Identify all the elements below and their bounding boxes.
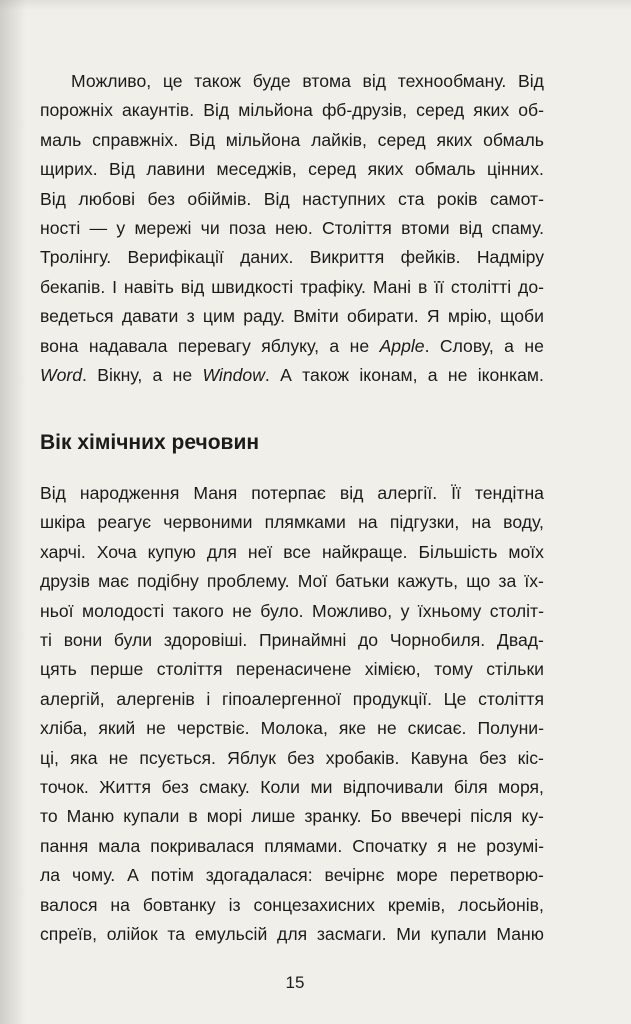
word: проблему. xyxy=(206,571,290,592)
word: воду, xyxy=(503,512,544,533)
text-line xyxy=(40,508,544,537)
word: смаку. xyxy=(199,777,250,798)
word: Спочатку xyxy=(352,835,428,856)
text-line xyxy=(40,96,544,125)
word: серед xyxy=(416,100,465,121)
word: моїх xyxy=(508,541,544,562)
word: століття xyxy=(478,688,544,709)
word: черствіє. xyxy=(176,718,250,739)
word: емульсій xyxy=(194,924,268,945)
word: не xyxy=(447,365,468,386)
word: купали xyxy=(123,806,180,827)
word: Бо xyxy=(370,806,392,827)
word: покривалася xyxy=(150,835,255,856)
word: щирих. xyxy=(40,159,98,180)
text-line xyxy=(40,479,544,508)
word: столітті xyxy=(450,276,512,297)
word: Від xyxy=(203,100,230,121)
word: її xyxy=(434,276,444,297)
paragraph-1 xyxy=(40,67,544,390)
word: алергії. xyxy=(377,483,438,503)
word: ності xyxy=(40,218,81,239)
word: червоними xyxy=(163,512,253,533)
word: ввечері xyxy=(400,806,462,827)
text-line xyxy=(40,273,544,302)
text-line xyxy=(40,597,544,626)
word: моря, xyxy=(498,777,544,798)
word: на xyxy=(358,512,378,533)
section-heading: Вік хімічних речовин xyxy=(40,431,260,454)
word: ведеться xyxy=(40,306,114,327)
word: Хоча xyxy=(96,541,137,562)
word: втома xyxy=(302,71,351,91)
word: Мої xyxy=(297,571,328,592)
word: ста xyxy=(397,188,425,209)
word: на xyxy=(471,512,491,533)
paragraph-2 xyxy=(40,479,544,950)
word: купали xyxy=(430,924,487,945)
word: раду. xyxy=(243,306,285,327)
word: Window. xyxy=(202,365,270,386)
page-top-shadow xyxy=(0,0,631,10)
word: Можливо, xyxy=(311,600,393,621)
word: і xyxy=(206,688,211,709)
word: Життя xyxy=(99,777,151,798)
word: не xyxy=(456,835,477,856)
word: здоровіші. xyxy=(163,630,248,651)
word: не xyxy=(146,718,166,739)
word: біля xyxy=(453,777,488,798)
word: від xyxy=(362,71,387,91)
text-line xyxy=(40,185,544,214)
word: в xyxy=(188,806,198,827)
word: перше xyxy=(90,659,144,680)
word: Від xyxy=(517,71,544,91)
word: який xyxy=(98,718,136,739)
word: підгузки, xyxy=(389,512,460,533)
word: засмаги. xyxy=(316,924,387,945)
word: алергій, xyxy=(40,688,105,709)
word: найкраще. xyxy=(321,541,408,562)
word: від xyxy=(339,483,364,503)
word: з xyxy=(186,306,195,327)
text-line xyxy=(40,332,544,361)
word: Від xyxy=(109,159,135,180)
word: морі xyxy=(206,806,243,827)
word: Маню xyxy=(66,806,115,827)
word: Верифікації xyxy=(127,247,224,268)
word: алергенів xyxy=(116,688,195,709)
text-line xyxy=(40,214,544,243)
word: їх- xyxy=(524,571,544,592)
word: порожніх xyxy=(40,100,113,121)
word: ми xyxy=(310,777,333,798)
word: Викриття xyxy=(309,247,385,268)
text-line xyxy=(40,685,544,714)
word: меседжів, xyxy=(216,159,297,180)
word: лайків, xyxy=(311,129,367,150)
word: наступних xyxy=(302,188,386,209)
word: цим xyxy=(202,306,235,327)
text-line xyxy=(40,773,544,802)
word: кажуть, xyxy=(397,571,459,592)
word: століття xyxy=(156,659,223,680)
word: швидкості xyxy=(211,276,294,297)
word: іконам, xyxy=(359,365,418,386)
word: даних. xyxy=(240,247,294,268)
word: Принаймні xyxy=(259,630,347,651)
word: стільки xyxy=(486,659,544,680)
word: ці, xyxy=(40,747,59,768)
word: у xyxy=(116,218,126,239)
word: Мані xyxy=(372,276,412,297)
word: все xyxy=(283,541,311,562)
word: перенасичене xyxy=(235,659,352,680)
word: ті xyxy=(40,630,52,651)
word: вона xyxy=(40,335,79,356)
text-line xyxy=(40,302,544,331)
word: відпочивали xyxy=(342,777,444,798)
text-line xyxy=(40,67,544,96)
word: Надміру xyxy=(476,247,544,268)
word: Більшість xyxy=(418,541,498,562)
word: мала xyxy=(98,835,141,856)
word: псується. xyxy=(139,747,216,768)
word: а xyxy=(504,335,514,356)
word: Можливо, xyxy=(71,71,152,91)
word: потерпає xyxy=(251,483,326,503)
word: Молока, xyxy=(260,718,328,739)
word: бовтанку xyxy=(142,894,216,915)
word: яблуку, xyxy=(261,335,319,356)
word: Ми xyxy=(396,924,421,945)
word: Двад- xyxy=(496,630,544,651)
word: яких xyxy=(436,129,473,150)
word: не xyxy=(232,600,252,621)
word: кремів, xyxy=(387,894,446,915)
text-line xyxy=(40,861,544,890)
word: А xyxy=(127,865,139,886)
word: обіймів. xyxy=(187,188,252,209)
word: лавини xyxy=(146,159,206,180)
word: нею. xyxy=(275,218,313,239)
word: кіс- xyxy=(517,747,544,768)
text-line xyxy=(40,126,544,155)
word: акаунтів. xyxy=(121,100,195,121)
word: не xyxy=(349,335,370,356)
text-line xyxy=(40,714,544,743)
text-line xyxy=(40,891,544,920)
text-line xyxy=(40,655,544,684)
word: Тролінгу. xyxy=(40,247,112,268)
word: поза xyxy=(228,218,266,239)
word: серед xyxy=(377,129,426,150)
word: а xyxy=(152,365,163,386)
word: мільйона xyxy=(238,100,313,121)
word: цінних. xyxy=(487,159,544,180)
text-line xyxy=(40,802,544,831)
word: скисає. xyxy=(407,718,467,739)
word: також xyxy=(194,71,242,91)
word: хробаків. xyxy=(325,747,400,768)
word: чому. xyxy=(72,865,116,886)
word: ла xyxy=(40,865,61,886)
word: перевагу xyxy=(177,335,251,356)
word: зранку. xyxy=(304,806,362,827)
word: не xyxy=(172,365,193,386)
word: подібну xyxy=(137,571,199,592)
word: Яблук xyxy=(227,747,276,768)
word: потім xyxy=(150,865,194,886)
word: в xyxy=(417,276,428,297)
word: мрію, xyxy=(447,306,492,327)
word: плямами. xyxy=(264,835,343,856)
word: після xyxy=(470,806,513,827)
text-line xyxy=(40,832,544,861)
word: мережі xyxy=(134,218,192,239)
word: справжніх. xyxy=(92,129,179,150)
word: Слову, xyxy=(439,335,494,356)
word: здогадалася: xyxy=(205,865,313,886)
word: яких xyxy=(367,159,404,180)
word: Від xyxy=(40,483,66,503)
word: були xyxy=(113,630,153,651)
word: навіть xyxy=(123,276,174,297)
word: без xyxy=(287,747,315,768)
word: їхньому xyxy=(417,600,482,621)
word: ку- xyxy=(521,806,544,827)
text-line xyxy=(40,361,544,390)
word: на xyxy=(110,894,130,915)
word: продукції. xyxy=(352,688,432,709)
word: Apple. xyxy=(379,335,430,356)
word: ньої xyxy=(40,600,74,621)
italic-term: Word xyxy=(40,365,83,386)
word: та xyxy=(167,924,186,945)
word: фейків. xyxy=(400,247,461,268)
word: Маню xyxy=(496,924,544,945)
word: об- xyxy=(518,100,544,121)
word: пання xyxy=(40,835,89,856)
word: Я xyxy=(426,306,440,327)
word: вечірнє xyxy=(324,865,385,886)
word: спаму. xyxy=(491,218,544,239)
word: технообману. xyxy=(397,71,507,91)
word: любові xyxy=(78,188,136,209)
text-line xyxy=(40,538,544,567)
word: до xyxy=(358,630,379,651)
text-line xyxy=(40,744,544,773)
text-line xyxy=(40,155,544,184)
word: друзів xyxy=(40,571,90,592)
word: то xyxy=(40,806,58,827)
word: давати xyxy=(121,306,179,327)
word: Вікну, xyxy=(97,365,143,386)
word: точок. xyxy=(40,777,89,798)
word: яке xyxy=(338,718,367,739)
word: чи xyxy=(200,218,220,239)
text-line xyxy=(40,243,544,272)
word: розумі- xyxy=(486,835,544,856)
word: харчі. xyxy=(40,541,86,562)
word: також xyxy=(302,365,350,386)
word: обмаль xyxy=(414,159,476,180)
word: я xyxy=(437,835,447,856)
word: валося xyxy=(40,894,98,915)
text-line xyxy=(40,920,544,949)
word: із xyxy=(228,894,241,915)
word: сонцезахисних xyxy=(253,894,375,915)
word: для xyxy=(206,541,237,562)
word: було. xyxy=(260,600,304,621)
word: а xyxy=(329,335,340,356)
word: а xyxy=(427,365,438,386)
word: у xyxy=(400,600,410,621)
word: для xyxy=(277,924,308,945)
text-line xyxy=(40,567,544,596)
word: обирати. xyxy=(346,306,419,327)
word: І xyxy=(112,276,117,297)
word: бекапів. xyxy=(40,276,106,297)
word: цять xyxy=(40,659,77,680)
italic-term: Window xyxy=(202,365,265,386)
word: маль xyxy=(40,129,82,150)
word: Від xyxy=(189,129,215,150)
word: гіпоалергенної xyxy=(221,688,342,709)
word: такого xyxy=(172,600,224,621)
word: батьки xyxy=(335,571,390,592)
word: перетворю- xyxy=(449,865,544,886)
word: вони xyxy=(63,630,103,651)
word: Кавуна xyxy=(410,747,468,768)
word: хімією, xyxy=(364,659,421,680)
word: шкіра xyxy=(40,512,86,533)
word: що xyxy=(466,571,491,592)
word: тендітна xyxy=(474,483,544,503)
word: Від xyxy=(263,188,290,209)
italic-term: Apple xyxy=(379,335,425,356)
word: століт- xyxy=(489,600,544,621)
word: від xyxy=(180,276,205,297)
word: яких xyxy=(473,100,510,121)
word: Вміти xyxy=(293,306,339,327)
word: Століття xyxy=(322,218,392,239)
word: від xyxy=(458,218,483,239)
word: Чорнобиля. xyxy=(389,630,486,651)
word: Від xyxy=(40,188,66,209)
word: реагує xyxy=(97,512,152,533)
word: Полуни- xyxy=(477,718,544,739)
word: це xyxy=(162,71,183,91)
word: до- xyxy=(518,276,544,297)
word: без xyxy=(147,188,175,209)
word: не xyxy=(108,747,129,768)
word: яка xyxy=(70,747,98,768)
word: спреїв, xyxy=(40,924,98,945)
word: фб-друзів, xyxy=(321,100,408,121)
word: серед xyxy=(308,159,357,180)
word: не xyxy=(377,718,397,739)
word: А xyxy=(280,365,292,386)
word: без xyxy=(161,777,189,798)
word: за xyxy=(498,571,517,592)
word: іконкам. xyxy=(477,365,544,386)
word: обмаль xyxy=(483,129,544,150)
word: молодості xyxy=(82,600,165,621)
word: купую xyxy=(147,541,196,562)
word: Word. xyxy=(40,365,87,386)
word: Це xyxy=(443,688,467,709)
word: мільйона xyxy=(225,129,301,150)
word: тому xyxy=(434,659,473,680)
word: Коли xyxy=(260,777,300,798)
word: надавала xyxy=(88,335,168,356)
word: трафіку. xyxy=(300,276,366,297)
word: без xyxy=(479,747,507,768)
word: Маня xyxy=(193,483,238,503)
word: море xyxy=(396,865,438,886)
word: лосьйонів, xyxy=(458,894,544,915)
word: щоби xyxy=(499,306,544,327)
page-number: 15 xyxy=(285,973,305,992)
word: народження xyxy=(79,483,180,503)
word: олійок xyxy=(106,924,158,945)
word: втоми xyxy=(401,218,450,239)
text-line xyxy=(40,626,544,655)
word: самот- xyxy=(489,188,544,209)
word: буде xyxy=(252,71,291,91)
word: неї xyxy=(247,541,273,562)
word: не xyxy=(524,335,544,356)
word: Її xyxy=(451,483,461,503)
page-gutter-shadow xyxy=(0,0,26,1024)
word: хліба, xyxy=(40,718,88,739)
word: лише xyxy=(251,806,296,827)
word: плямками xyxy=(264,512,346,533)
word: років xyxy=(436,188,478,209)
word: — xyxy=(89,218,108,239)
word: має xyxy=(98,571,129,592)
